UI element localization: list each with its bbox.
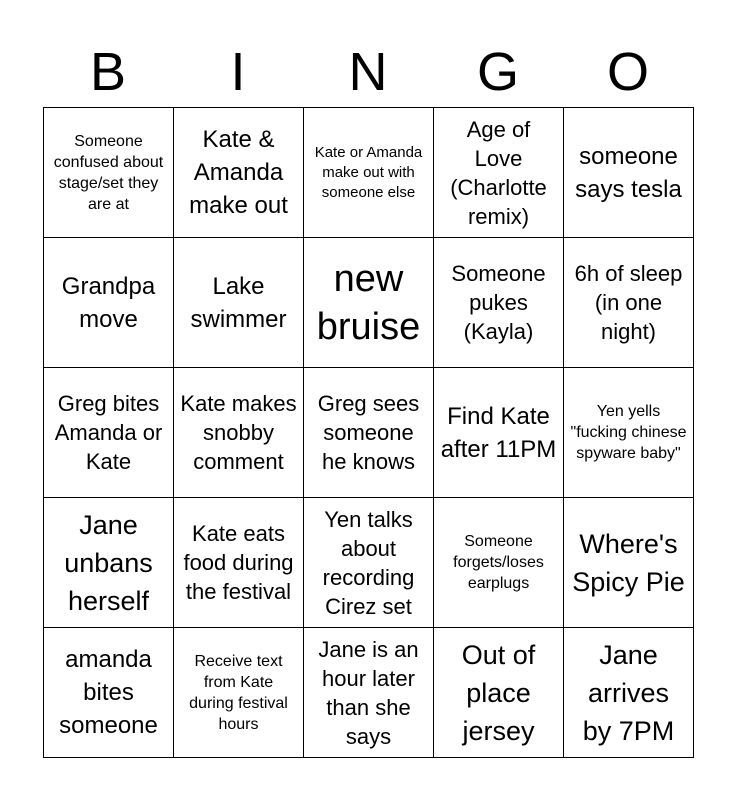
bingo-cell-r4-c1[interactable] (44, 498, 174, 628)
bingo-cell-text: someone says tesla (575, 142, 682, 203)
bingo-cell-r2-c2[interactable] (174, 238, 304, 368)
bingo-header (43, 36, 693, 108)
bingo-cell-r3-c5[interactable] (564, 368, 694, 498)
bingo-cell-text: Someone pukes (Kayla) (451, 261, 546, 344)
bingo-cell-text: Where's Spicy Pie (572, 528, 685, 597)
bingo-cell-text: Out of place jersey (461, 639, 536, 746)
bingo-cell-r5-c4[interactable] (434, 628, 564, 758)
bingo-cell-text: Someone forgets/loses earplugs (453, 533, 544, 592)
bingo-cell-r3-c1[interactable] (44, 368, 174, 498)
bingo-cell-r2-c3[interactable] (304, 238, 434, 368)
bingo-cell-r3-c4[interactable] (434, 368, 564, 498)
bingo-cell-r5-c3[interactable] (304, 628, 434, 758)
header-letter-o: O (606, 42, 649, 102)
bingo-cell-text: Greg sees someone he knows (317, 391, 420, 474)
bingo-cell-r4-c5[interactable] (564, 498, 694, 628)
bingo-cell-text: Receive text from Kate during festival hours (189, 652, 288, 733)
bingo-cell-r5-c5[interactable] (564, 628, 694, 758)
bingo-cell-r2-c5[interactable] (564, 238, 694, 368)
bingo-cell-r3-c2[interactable] (174, 368, 304, 498)
bingo-cell-text: Jane unbans herself (64, 509, 153, 616)
header-letter-n: N (348, 42, 388, 102)
header-letter-b: B (89, 42, 127, 102)
bingo-cell-r1-c5[interactable] (564, 108, 694, 238)
bingo-cell-text: Someone confused about stage/set they are at (53, 132, 164, 213)
bingo-cell-text: amanda bites someone (59, 646, 158, 739)
header-letter-i: I (230, 42, 246, 102)
bingo-cell-text: new bruise (316, 257, 421, 348)
bingo-cell-r4-c3[interactable] (304, 498, 434, 628)
bingo-cell-text: Yen yells "fucking chinese spyware baby" (570, 403, 687, 462)
bingo-cell-r4-c2[interactable] (174, 498, 304, 628)
bingo-cell-text: Greg bites Amanda or Kate (54, 391, 163, 474)
bingo-cell-text: Lake swimmer (190, 272, 287, 333)
bingo-cell-text: Grandpa move (61, 272, 156, 333)
bingo-cell-text: Kate & Amanda make out (189, 126, 288, 219)
bingo-cell-r1-c4[interactable] (434, 108, 564, 238)
bingo-cell-r5-c1[interactable] (44, 628, 174, 758)
bingo-cell-r3-c3[interactable] (304, 368, 434, 498)
bingo-board (43, 107, 694, 758)
bingo-cell-text: Kate makes snobby comment (180, 391, 297, 474)
bingo-cell-text: Yen talks about recording Cirez set (322, 506, 415, 619)
bingo-cell-r2-c4[interactable] (434, 238, 564, 368)
bingo-cell-text: Jane arrives by 7PM (582, 639, 675, 746)
bingo-cell-r4-c4[interactable] (434, 498, 564, 628)
bingo-cell-text: Kate or Amanda make out with someone else (314, 143, 423, 201)
bingo-cell-r1-c3[interactable] (304, 108, 434, 238)
bingo-cell-text: Kate eats food during the festival (183, 521, 294, 604)
bingo-cell-r1-c1[interactable] (44, 108, 174, 238)
bingo-cell-text: 6h of sleep (in one night) (574, 261, 683, 344)
bingo-cell-text: Jane is an hour later than she says (318, 636, 419, 749)
bingo-cell-r5-c2[interactable] (174, 628, 304, 758)
bingo-cell-text: Find Kate after 11PM (440, 402, 557, 463)
bingo-cell-r2-c1[interactable] (44, 238, 174, 368)
bingo-cell-r1-c2[interactable] (174, 108, 304, 238)
header-letter-g: G (476, 42, 519, 102)
bingo-cell-text: Age of Love (Charlotte remix) (450, 116, 547, 229)
